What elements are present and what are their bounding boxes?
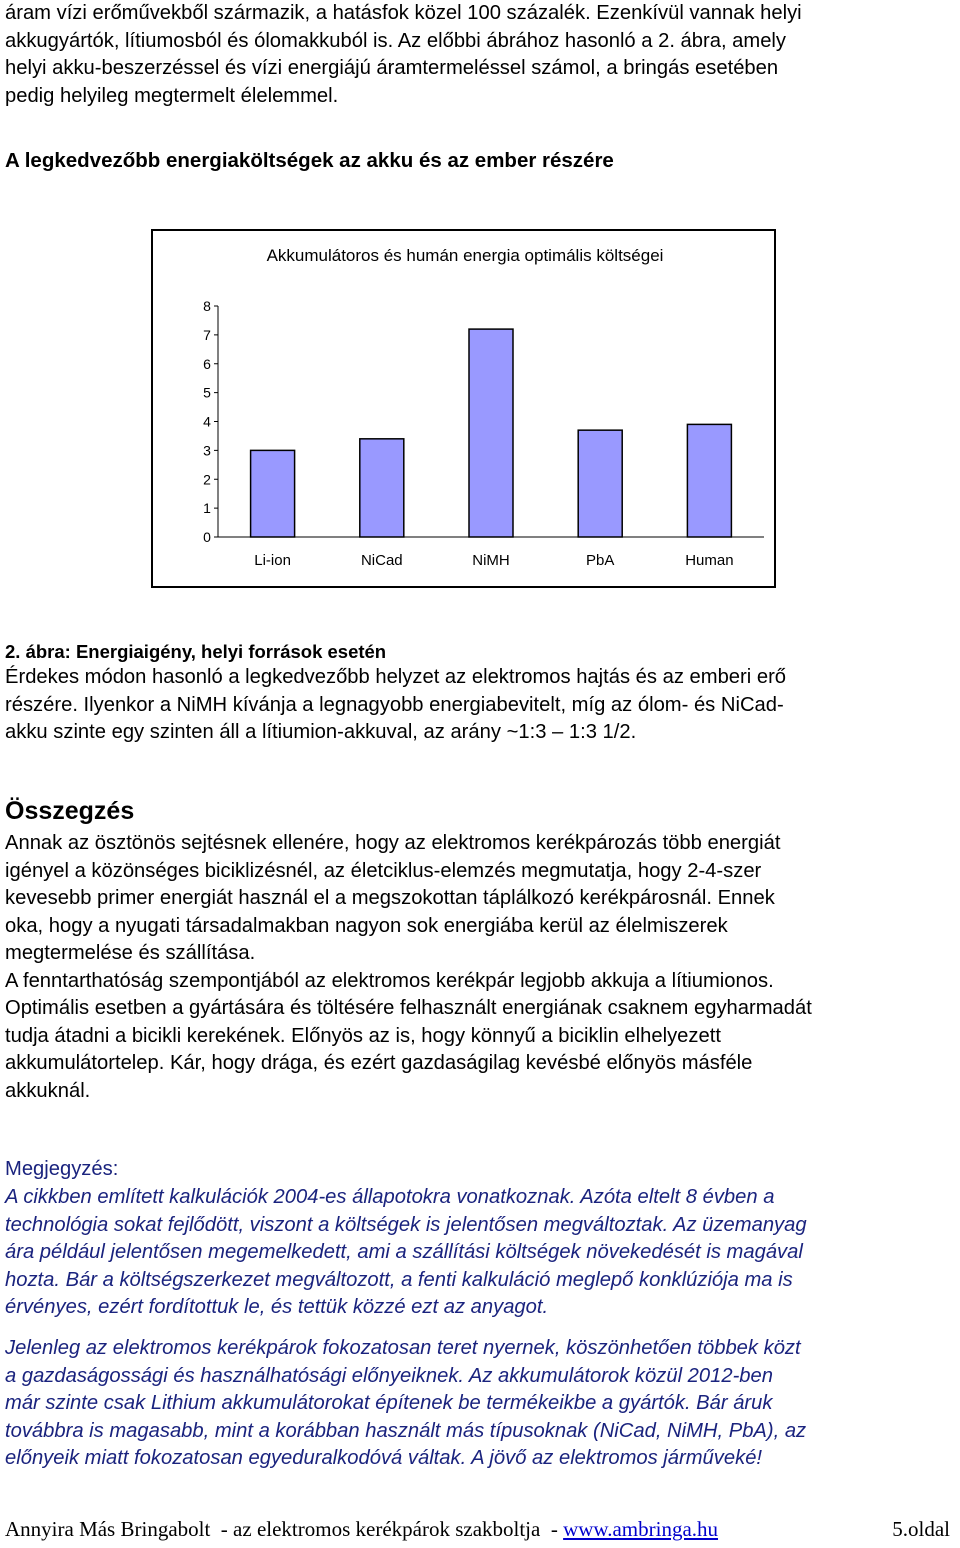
x-tick-label: NiMH <box>472 552 510 569</box>
note-line: hozta. Bár a költségszerkezet megváltozott, a fenti kalkuláció meglepő konklúziója ma is <box>5 1268 793 1291</box>
note-paragraph <box>5 1184 960 1322</box>
summary-line: igényel a közönséges biciklizésnél, az életciklus-elemzés megmutatja, hogy 2-4-szer <box>5 859 762 882</box>
note-line: technológia sokat fejlődött, viszont a költségek is jelentősen megváltoztak. Az üzemanyag <box>5 1213 807 1236</box>
y-tick-label: 2 <box>203 471 211 488</box>
x-tick-label: Li-ion <box>254 552 291 569</box>
summary-line: A fenntarthatóság szempontjából az elektromos kerékpár legjobb akkuja a lítiumionos. <box>5 969 774 992</box>
note2-line: a gazdaságossági és használhatósági előnyeiknek. Az akkumulátorok közül 2012-ben <box>5 1364 773 1387</box>
summary-heading: Összegzés <box>5 797 135 825</box>
y-tick-label: 0 <box>203 529 211 545</box>
y-tick-label: 1 <box>203 500 211 517</box>
figure-caption: 2. ábra: Energiaigény, helyi források esetén <box>5 641 387 662</box>
page-footer <box>5 1517 955 1542</box>
intro-line: áram vízi erőművekből származik, a hatásfok közel 100 százalék. Ezenkívül vannak helyi <box>5 2 802 24</box>
summary-line: akkuknál. <box>5 1079 91 1102</box>
y-tick-label: 6 <box>203 355 211 372</box>
bar-pba <box>578 430 622 537</box>
summary-line: tudja átadni a bicikli kerekének. Előnyös az is, hogy könnyű a biciklin elhelyezett <box>5 1024 721 1047</box>
note-line: ára például jelentősen megemelkedett, ami a szállítási költségek növekedését is magával <box>5 1241 803 1263</box>
note-line: érvényes, ezért fordítottuk le, és tettük közzé ezt az anyagot. <box>5 1296 549 1318</box>
analysis-line: részére. Ilyenkor a NiMH kívánja a legnagyobb energiabevitelt, míg az ólom- és NiCad- <box>5 693 784 716</box>
bar-li-ion <box>251 450 295 537</box>
bar-nicad <box>360 439 404 537</box>
y-tick-label: 4 <box>203 413 211 430</box>
section-heading: A legkedvezőbb energiaköltségek az akku és az ember részére <box>5 149 614 172</box>
intro-line: pedig helyileg megtermelt élelemmel. <box>5 84 339 107</box>
y-tick-label: 5 <box>203 384 211 401</box>
footer-link[interactable]: www.ambringa.hu <box>563 1517 719 1541</box>
x-tick-label: PbA <box>586 552 615 569</box>
intro-paragraph <box>5 0 960 110</box>
note-label: Megjegyzés: <box>5 1158 119 1180</box>
note2-line: továbbra is magasabb, mint a korábban használt más típusoknak (NiCad, NiMH, PbA), az <box>5 1419 807 1442</box>
note2-line: már szinte csak Lithium akkumulátorokat építenek be termékeikbe a gyártók. Bár áruk <box>5 1392 773 1414</box>
bar-nimh <box>469 329 513 537</box>
summary-line: Annak az ösztönös sejtésnek ellenére, hogy az elektromos kerékpározás több energiát <box>5 832 781 854</box>
analysis-line: akku szinte egy szinten áll a lítiumion-akkuval, az arány ~1:3 – 1:3 1/2. <box>5 721 637 743</box>
note2-line: Jelenleg az elektromos kerékpárok fokozatosan teret nyernek, köszönhetően többek közt <box>5 1337 801 1359</box>
footer-text: Annyira Más Bringabolt - az elektromos kerékpárok szakboltja - <box>5 1517 564 1541</box>
summary-line: megtermelése és szállítása. <box>5 942 256 964</box>
x-tick-label: NiCad <box>360 552 403 569</box>
note2-paragraph <box>5 1335 960 1473</box>
bar-human <box>687 424 731 537</box>
y-tick-label: 3 <box>203 442 211 459</box>
summary-line: kevesebb primer energiát használ el a megszokottan táplálkozó kerékpárosnál. Ennek <box>5 887 775 909</box>
analysis-line: Érdekes módon hasonló a legkedvezőbb helyzet az elektromos hajtás és az emberi erő <box>5 666 787 688</box>
y-tick-label: 7 <box>203 326 211 343</box>
note-line: A cikkben említett kalkulációk 2004-es állapotokra vonatkoznak. Azóta eltelt 8 évben a <box>5 1186 775 1208</box>
x-tick-label: Human <box>685 552 734 569</box>
analysis-paragraph <box>5 664 960 747</box>
intro-line: helyi akku-beszerzéssel és vízi energiájú áramtermeléssel számol, a bringás esetében <box>5 57 779 79</box>
intro-line: akkugyártók, lítiumosból és ólomakkuból is. Az előbbi ábrához hasonló a 2. ábra, amely <box>5 29 787 52</box>
summary-line: Optimális esetben a gyártására és töltésére felhasznált energiának csaknem egyharmadát <box>5 997 812 1019</box>
summary-paragraph <box>5 830 960 1105</box>
page-number: 5.oldal <box>892 1517 950 1541</box>
y-tick-label: 8 <box>203 298 211 314</box>
summary-line: akkumulátortelep. Kár, hogy drága, és ezért gazdaságilag kevésbé előnyös másféle <box>5 1052 753 1074</box>
summary-line: oka, hogy a nyugati társadalmakban nagyon sok energiába kerül az élelmiszerek <box>5 914 728 937</box>
chart-title: Akkumulátoros és humán energia optimális költségei <box>266 246 664 265</box>
chart-frame <box>152 230 775 587</box>
bar-chart <box>151 229 777 589</box>
note2-line: előnyeik miatt fokozatosan egyeduralkodóvá váltak. A jövő az elektromos járműveké! <box>5 1447 763 1469</box>
